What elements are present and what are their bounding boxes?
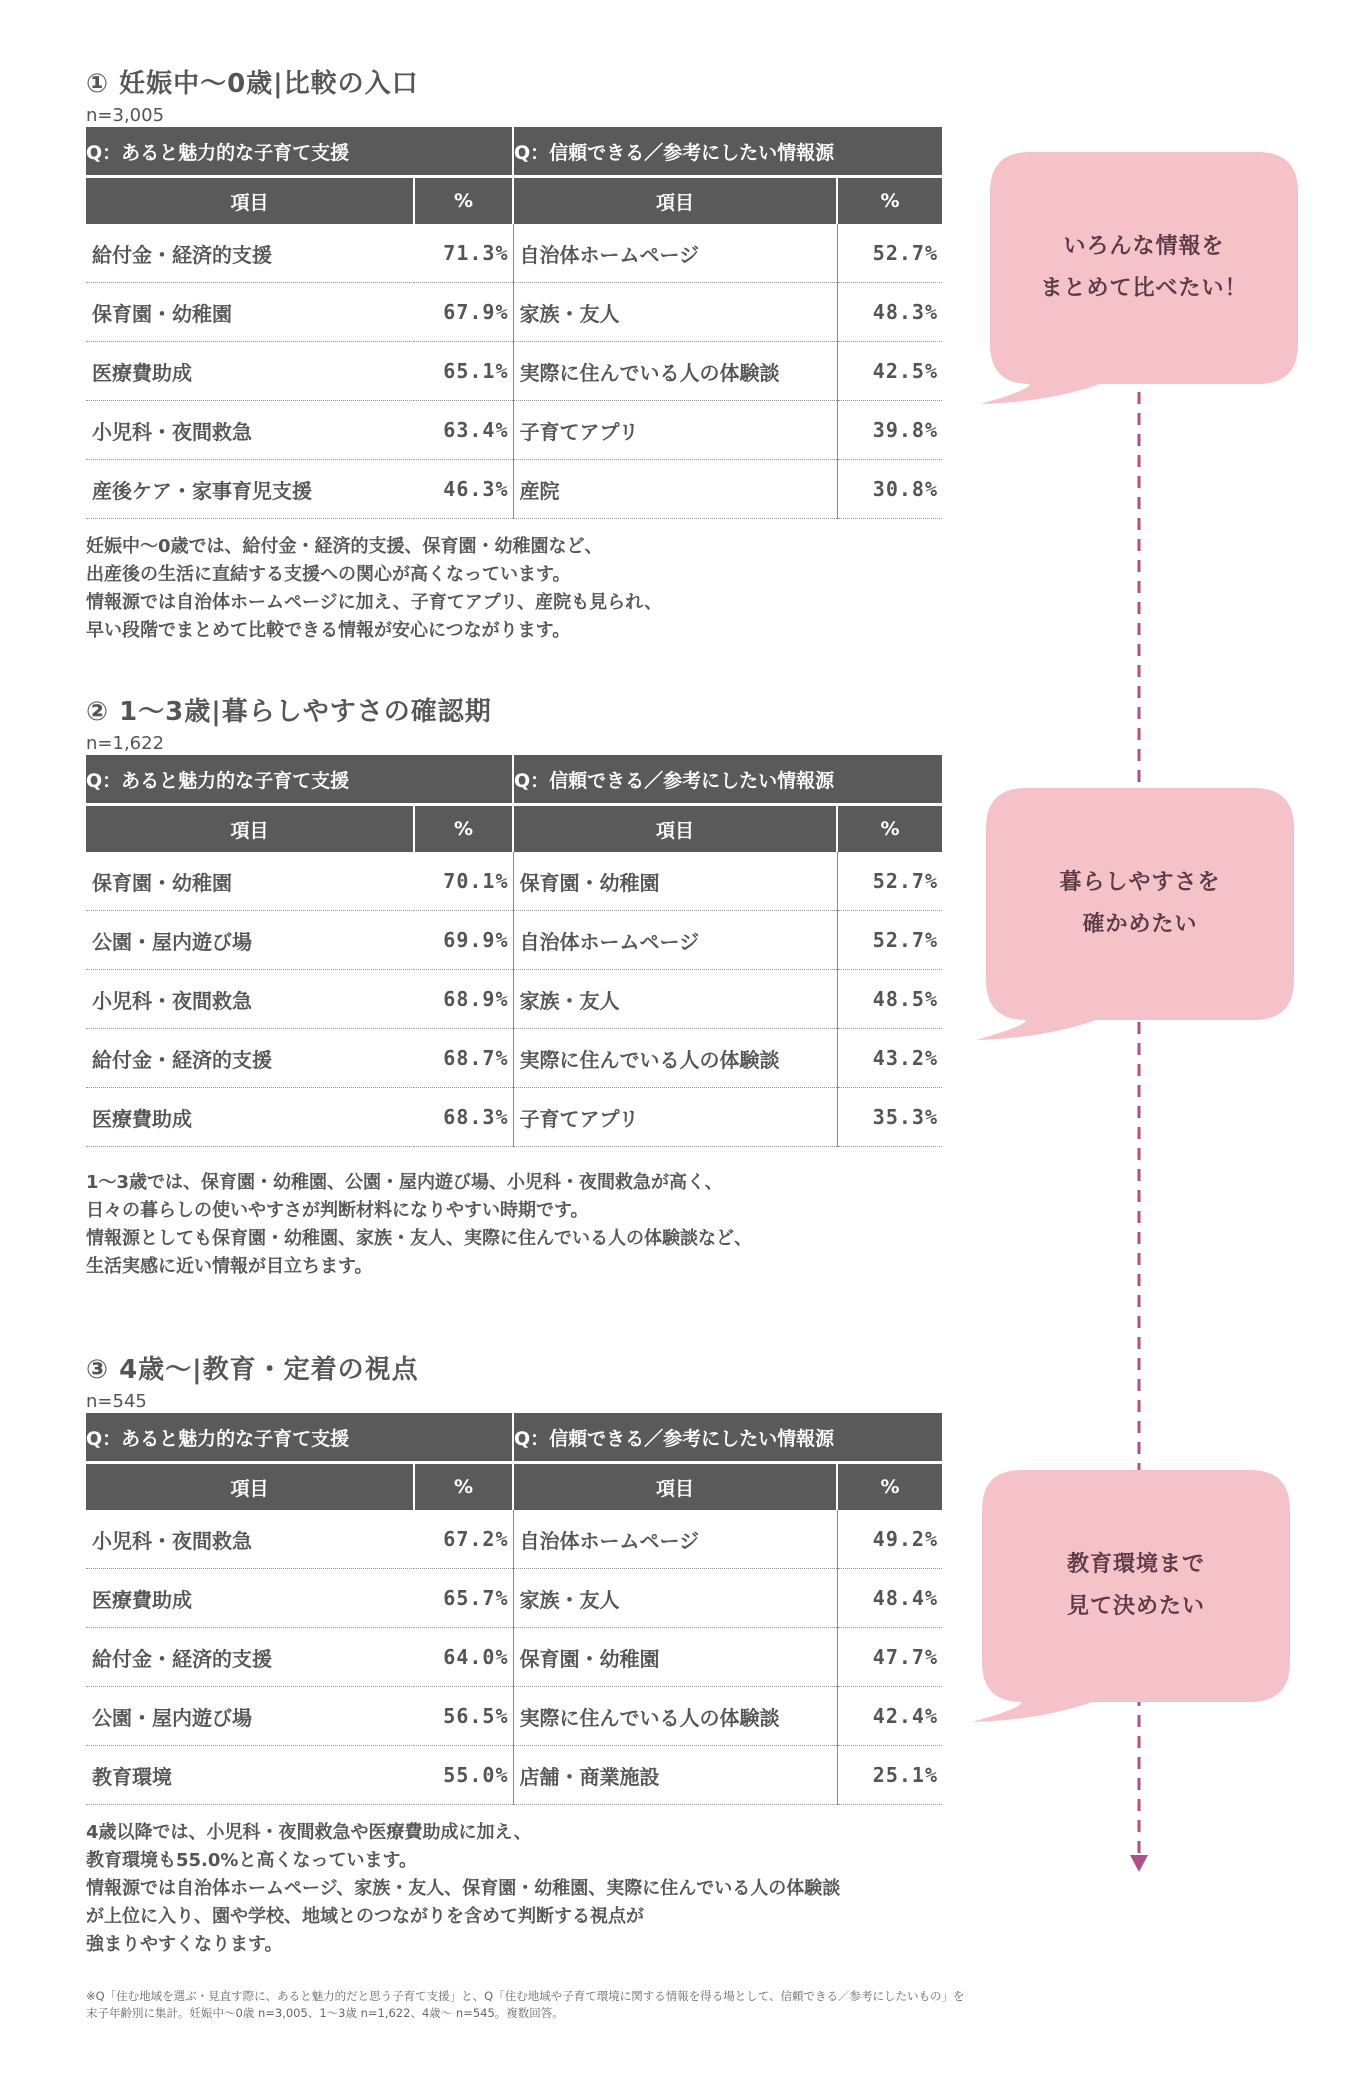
section-0-3	[86, 64, 942, 645]
data-table	[86, 755, 942, 1147]
header-pct: %	[837, 805, 942, 853]
support-item: 保育園・幼稚園	[86, 852, 414, 911]
support-item: 教育環境	[86, 1746, 414, 1805]
header-item: 項目	[86, 805, 414, 853]
source-item: 産院	[513, 460, 837, 519]
support-item: 給付金・経済的支援	[86, 224, 414, 283]
section-title: ② 1〜3歳|暮らしやすさの確認期	[86, 697, 492, 727]
speech-bubble	[990, 152, 1298, 384]
source-item: 子育てアプリ	[513, 401, 837, 460]
source-pct: 25.1%	[837, 1746, 942, 1805]
support-pct: 68.3%	[414, 1088, 513, 1147]
table-row	[86, 911, 942, 970]
support-item: 小児科・夜間救急	[86, 970, 414, 1029]
support-pct: 65.7%	[414, 1569, 513, 1628]
section-title: ③ 4歳〜|教育・定着の視点	[86, 1355, 419, 1385]
source-pct: 49.2%	[837, 1510, 942, 1569]
source-item: 家族・友人	[513, 1569, 837, 1628]
sample-size: n=545	[86, 1391, 147, 1412]
question-row	[86, 1413, 942, 1463]
description-line: 妊娠中〜0歳では、給付金・経済的支援、保育園・幼稚園など、	[86, 536, 603, 557]
source-item: 実際に住んでいる人の体験談	[513, 1029, 837, 1088]
header-pct: %	[414, 177, 513, 225]
footnote: ※Q「住む地域を選ぶ・見直す際に、あると魅力的だと思う子育て支援」と、Q「住む地域や子育て環境に関する情報を得る場として、信頼できる／参考にしたいもの」を末子年齢別に集計。妊娠中〜0歳 n=3,005、1〜3歳 n=1,622、4歳〜 n=545。複数回答。	[86, 1989, 965, 2020]
description-line: が上位に入り、園や学校、地域とのつながりを含めて判断する視点が	[86, 1906, 644, 1927]
table-row	[86, 1510, 942, 1569]
description-line: 生活実感に近い情報が目立ちます。	[86, 1256, 373, 1277]
table-row	[86, 1029, 942, 1088]
header-item: 項目	[86, 1463, 414, 1511]
source-item: 保育園・幼稚園	[513, 1628, 837, 1687]
sample-size: n=1,622	[86, 733, 165, 754]
section-4plus	[86, 1350, 942, 1959]
description-line: 早い段階でまとめて比較できる情報が安心につながります。	[86, 620, 571, 641]
table-row	[86, 852, 942, 911]
section-1-3	[86, 692, 942, 1281]
source-pct: 30.8%	[837, 460, 942, 519]
bubble-text: いろんな情報を まとめて比べたい！	[1040, 234, 1248, 301]
bubble-text: 暮らしやすさを 確かめたい	[1059, 870, 1221, 937]
header-item: 項目	[86, 177, 414, 225]
support-item: 公園・屋内遊び場	[86, 1687, 414, 1746]
source-pct: 47.7%	[837, 1628, 942, 1687]
question-left: Q：あると魅力的な子育て支援	[86, 1413, 513, 1463]
description-line: 教育環境も55.0%と高くなっています。	[86, 1850, 418, 1871]
description-line: 情報源では自治体ホームページ、家族・友人、保育園・幼稚園、実際に住んでいる人の体験談	[86, 1878, 841, 1899]
source-item: 保育園・幼稚園	[513, 852, 837, 911]
source-pct: 42.4%	[837, 1687, 942, 1746]
source-item: 店舗・商業施設	[513, 1746, 837, 1805]
description-line: 強まりやすくなります。	[86, 1934, 283, 1955]
source-item: 実際に住んでいる人の体験談	[513, 342, 837, 401]
source-pct: 52.7%	[837, 224, 942, 283]
question-row	[86, 755, 942, 805]
support-item: 医療費助成	[86, 1088, 414, 1147]
table-row	[86, 1628, 942, 1687]
table-row	[86, 1569, 942, 1628]
support-pct: 68.9%	[414, 970, 513, 1029]
description-line: 情報源では自治体ホームページに加え、子育てアプリ、産院も見られ、	[86, 592, 663, 613]
source-item: 自治体ホームページ	[513, 1510, 837, 1569]
table-row	[86, 283, 942, 342]
table-row	[86, 1088, 942, 1147]
support-item: 保育園・幼稚園	[86, 283, 414, 342]
header-pct: %	[837, 177, 942, 225]
support-pct: 71.3%	[414, 224, 513, 283]
source-pct: 48.4%	[837, 1569, 942, 1628]
support-item: 給付金・経済的支援	[86, 1029, 414, 1088]
support-item: 医療費助成	[86, 342, 414, 401]
source-pct: 52.7%	[837, 852, 942, 911]
support-item: 小児科・夜間救急	[86, 401, 414, 460]
description-line: 1〜3歳では、保育園・幼稚園、公園・屋内遊び場、小児科・夜間救急が高く、	[86, 1172, 723, 1193]
support-pct: 70.1%	[414, 852, 513, 911]
bubble-text: 教育環境まで 見て決めたい	[1066, 1552, 1205, 1619]
support-item: 産後ケア・家事育児支援	[86, 460, 414, 519]
header-pct: %	[414, 805, 513, 853]
support-pct: 67.9%	[414, 283, 513, 342]
source-pct: 39.8%	[837, 401, 942, 460]
support-pct: 69.9%	[414, 911, 513, 970]
source-pct: 48.5%	[837, 970, 942, 1029]
header-item: 項目	[513, 177, 837, 225]
source-pct: 43.2%	[837, 1029, 942, 1088]
header-row	[86, 1463, 942, 1511]
description-line: 情報源としても保育園・幼稚園、家族・友人、実際に住んでいる人の体験談など、	[86, 1228, 752, 1249]
source-item: 家族・友人	[513, 970, 837, 1029]
table-row	[86, 1746, 942, 1805]
speech-bubble	[982, 1470, 1290, 1702]
source-pct: 42.5%	[837, 342, 942, 401]
support-pct: 68.7%	[414, 1029, 513, 1088]
support-item: 公園・屋内遊び場	[86, 911, 414, 970]
section-description	[86, 533, 942, 645]
table-row	[86, 401, 942, 460]
support-item: 医療費助成	[86, 1569, 414, 1628]
description-line: 日々の暮らしの使いやすさが判断材料になりやすい時期です。	[86, 1200, 589, 1221]
header-row	[86, 177, 942, 225]
question-right: Q：信頼できる／参考にしたい情報源	[513, 755, 942, 805]
speech-bubble	[986, 788, 1294, 1020]
table-row	[86, 342, 942, 401]
question-right: Q：信頼できる／参考にしたい情報源	[513, 127, 942, 177]
header-item: 項目	[513, 1463, 837, 1511]
section-description	[86, 1169, 942, 1281]
source-pct: 35.3%	[837, 1088, 942, 1147]
question-row	[86, 127, 942, 177]
section-description	[86, 1819, 942, 1959]
section-title: ① 妊娠中〜0歳|比較の入口	[86, 69, 419, 99]
table-row	[86, 1687, 942, 1746]
header-pct: %	[414, 1463, 513, 1511]
source-pct: 52.7%	[837, 911, 942, 970]
table-row	[86, 970, 942, 1029]
support-pct: 46.3%	[414, 460, 513, 519]
source-item: 家族・友人	[513, 283, 837, 342]
data-table	[86, 127, 942, 519]
support-pct: 67.2%	[414, 1510, 513, 1569]
sample-size: n=3,005	[86, 105, 165, 126]
description-line: 4歳以降では、小児科・夜間救急や医療費助成に加え、	[86, 1822, 532, 1843]
table-row	[86, 224, 942, 283]
question-left: Q：あると魅力的な子育て支援	[86, 755, 513, 805]
support-pct: 55.0%	[414, 1746, 513, 1805]
description-line: 出産後の生活に直結する支援への関心が高くなっています。	[86, 564, 571, 585]
source-pct: 48.3%	[837, 283, 942, 342]
support-item: 小児科・夜間救急	[86, 1510, 414, 1569]
header-row	[86, 805, 942, 853]
data-table	[86, 1413, 942, 1805]
header-item: 項目	[513, 805, 837, 853]
table-row	[86, 460, 942, 519]
source-item: 自治体ホームページ	[513, 911, 837, 970]
question-left: Q：あると魅力的な子育て支援	[86, 127, 513, 177]
source-item: 実際に住んでいる人の体験談	[513, 1687, 837, 1746]
support-pct: 65.1%	[414, 342, 513, 401]
support-pct: 56.5%	[414, 1687, 513, 1746]
question-right: Q：信頼できる／参考にしたい情報源	[513, 1413, 942, 1463]
support-pct: 64.0%	[414, 1628, 513, 1687]
header-pct: %	[837, 1463, 942, 1511]
source-item: 子育てアプリ	[513, 1088, 837, 1147]
source-item: 自治体ホームページ	[513, 224, 837, 283]
support-item: 給付金・経済的支援	[86, 1628, 414, 1687]
support-pct: 63.4%	[414, 401, 513, 460]
